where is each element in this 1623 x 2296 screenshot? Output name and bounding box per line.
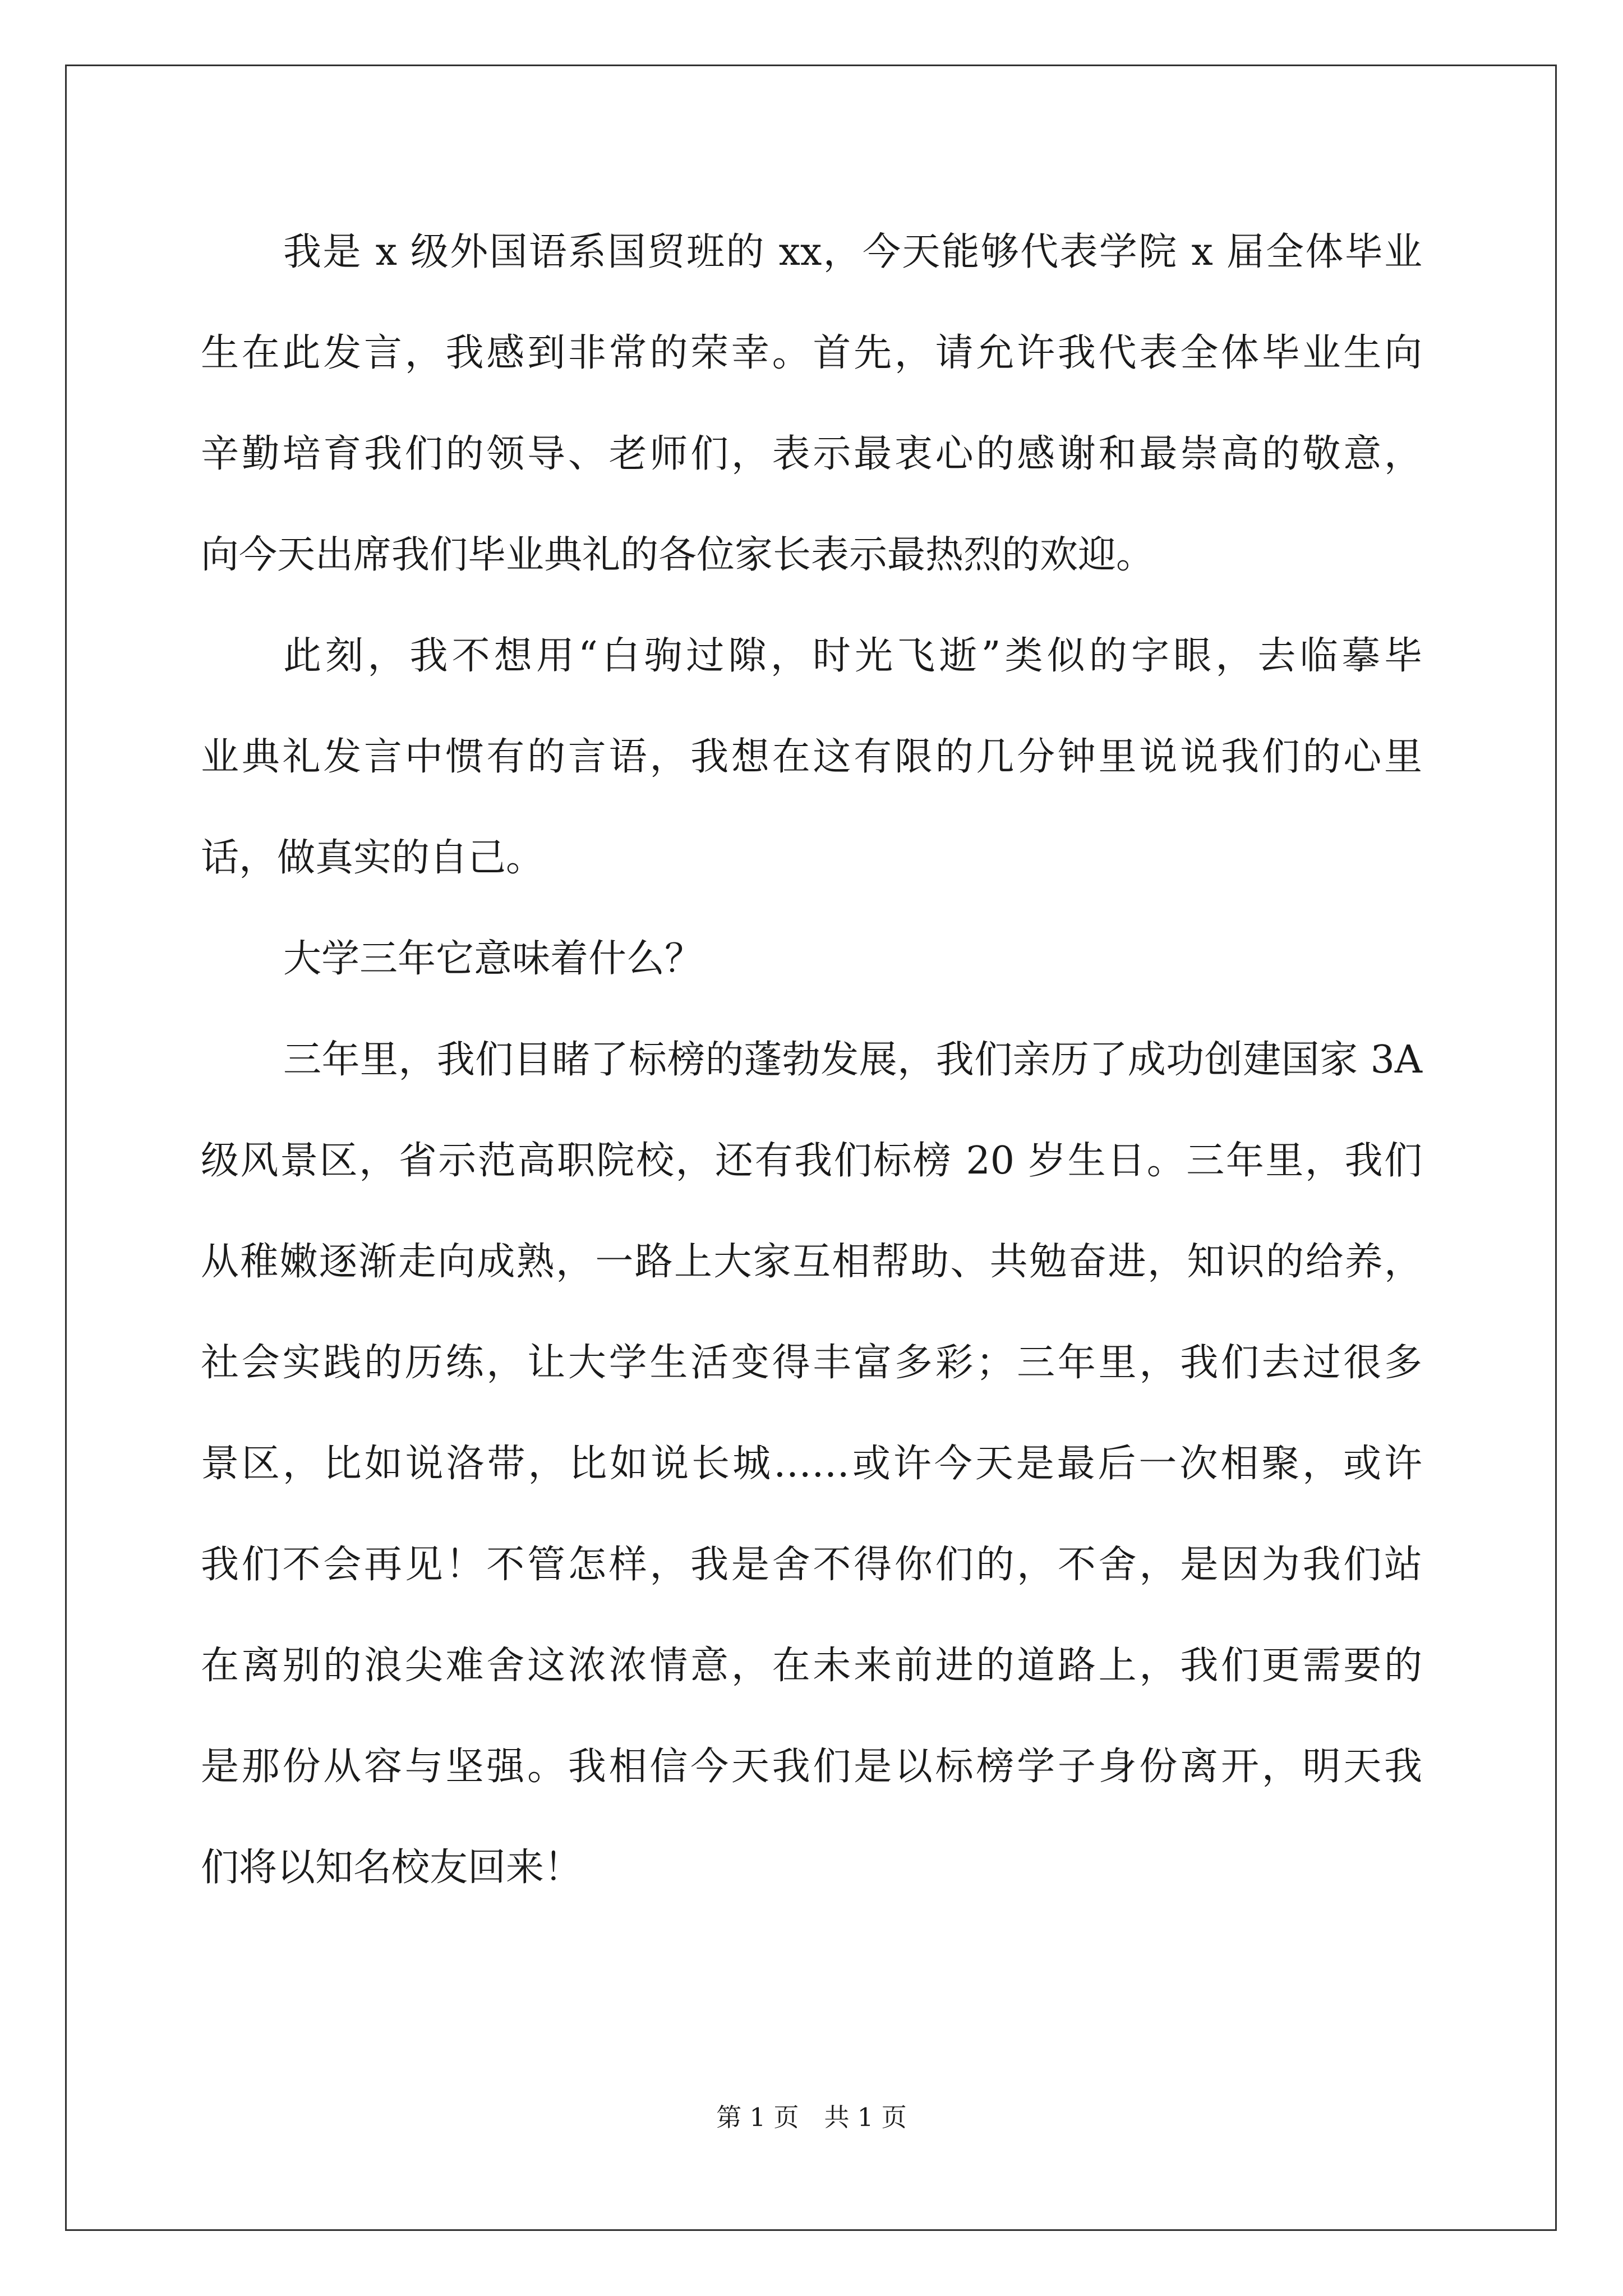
text-line: 是那份从容与坚强。我相信今天我们是以标榜学子身份离开，明天我: [201, 1745, 1422, 1789]
text-line: 话，做真实的自己。: [201, 836, 545, 880]
text-line: 景区，比如说洛带，比如说长城……或许今天是最后一次相聚，或许: [201, 1442, 1422, 1486]
text-line: 我们不会再见！不管怎样，我是舍不得你们的，不舍，是因为我们站: [201, 1543, 1422, 1587]
text-line: 级风景区，省示范高职院校，还有我们标榜 20 岁生日。三年里，我们: [201, 1139, 1422, 1183]
page-number-footer: 第 1 页 共 1 页: [716, 2102, 907, 2132]
text-line: 三年里，我们目睹了标榜的蓬勃发展，我们亲历了成功创建国家 3A: [283, 1038, 1422, 1082]
text-line: 大学三年它意味着什么？: [283, 937, 703, 981]
text-line: 此刻，我不想用“白驹过隙，时光飞逝”类似的字眼，去临摹毕: [283, 634, 1422, 678]
text-line: 我是 x 级外国语系国贸班的 xx，今天能够代表学院 x 届全体毕业: [283, 230, 1422, 274]
text-line: 在离别的浪尖难舍这浓浓情意，在未来前进的道路上，我们更需要的: [201, 1644, 1422, 1688]
text-line: 向今天出席我们毕业典礼的各位家长表示最热烈的欢迎。: [201, 533, 1155, 577]
text-line: 生在此发言，我感到非常的荣幸。首先，请允许我代表全体毕业生向: [201, 331, 1422, 375]
text-line: 们将以知名校友回来！: [201, 1846, 583, 1890]
text-line: 辛勤培育我们的领导、老师们，表示最衷心的感谢和最崇高的敬意，: [201, 432, 1422, 476]
text-line: 从稚嫩逐渐走向成熟，一路上大家互相帮助、共勉奋进，知识的给养，: [201, 1240, 1422, 1284]
text-line: 社会实践的历练，让大学生活变得丰富多彩；三年里，我们去过很多: [201, 1341, 1422, 1385]
text-line: 业典礼发言中惯有的言语，我想在这有限的几分钟里说说我们的心里: [201, 735, 1422, 779]
